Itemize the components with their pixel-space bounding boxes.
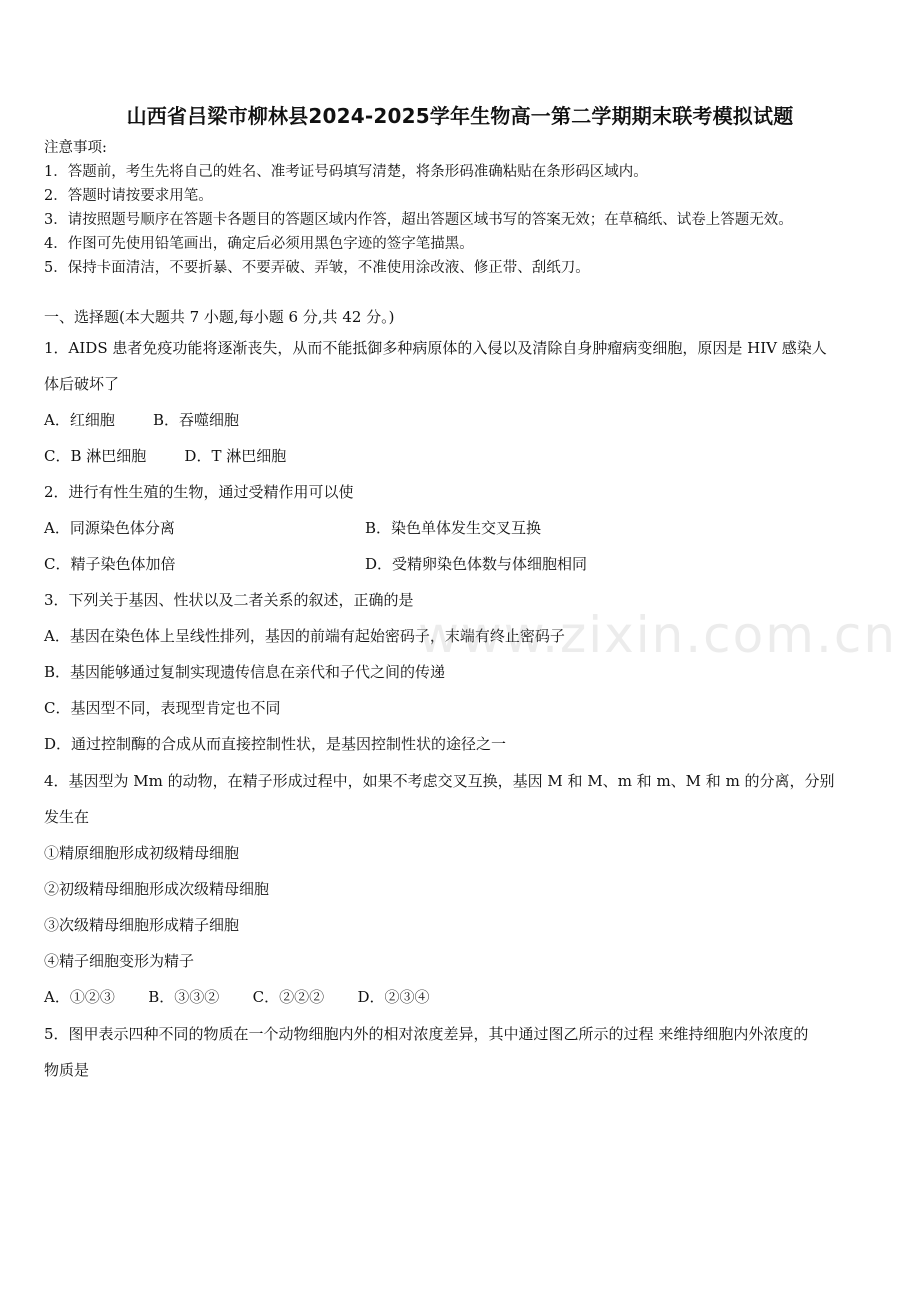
notice-item-1: 1．答题前，考生先将自己的姓名、准考证号码填写清楚，将条形码准确粘贴在条形码区域内。 (44, 164, 648, 180)
q3-option-c: C．基因型不同，表现型肯定也不同 (44, 699, 281, 717)
q3-option-b: B．基因能够通过复制实现遗传信息在亲代和子代之间的传递 (44, 663, 446, 681)
q4-statement-3: ③次级精母细胞形成精子细胞 (44, 916, 240, 934)
q2-option-d: D．受精卵染色体数与体细胞相同 (365, 555, 588, 573)
q1-options-ab: A．红细胞 B．吞噬细胞 (44, 411, 240, 429)
q3-option-d: D．通过控制酶的合成从而直接控制性状，是基因控制性状的途径之一 (44, 735, 507, 753)
q3-stem: 3．下列关于基因、性状以及二者关系的叙述，正确的是 (44, 591, 414, 609)
section-heading: 一、选择题(本大题共 7 小题,每小题 6 分,共 42 分。) (44, 308, 395, 326)
q3-option-a: A．基因在染色体上呈线性排列，基因的前端有起始密码子，末端有终止密码子 (44, 627, 565, 645)
notice-heading: 注意事项: (44, 140, 107, 156)
notice-item-3: 3．请按照题号顺序在答题卡各题目的答题区域内作答，超出答题区域书写的答案无效；在草稿纸、试卷上答题无效。 (44, 212, 793, 228)
q4-stem-line1: 4．基因型为 Mm 的动物，在精子形成过程中，如果不考虑交叉互换，基因 M 和 M、m 和 m、M 和 m 的分离，分别 (44, 772, 835, 790)
q1-stem-line1: 1．AIDS 患者免疫功能将逐渐丧失，从而不能抵御多种病原体的入侵以及清除自身肿瘤病变细胞，原因是 HIV 感染人 (44, 339, 827, 357)
q4-statement-4: ④精子细胞变形为精子 (44, 952, 195, 970)
watermark: www.zixin.com.cn (418, 606, 898, 664)
q2-option-b: B．染色单体发生交叉互换 (365, 519, 542, 537)
q4-stem-line2: 发生在 (44, 808, 90, 826)
q2-option-c: C．精子染色体加倍 (44, 555, 176, 573)
notice-item-4: 4．作图可先使用铅笔画出，确定后必须用黑色字迹的签字笔描黑。 (44, 236, 474, 252)
q5-stem-line1: 5．图甲表示四种不同的物质在一个动物细胞内外的相对浓度差异，其中通过图乙所示的过程 来维持细胞内外浓度的 (44, 1025, 809, 1043)
q4-options: A．①②③ B．③③② C．②②② D．②③④ (44, 988, 430, 1006)
q1-stem-line2: 体后破坏了 (44, 375, 120, 393)
q2-option-a: A．同源染色体分离 (44, 519, 175, 537)
q4-statement-2: ②初级精母细胞形成次级精母细胞 (44, 880, 270, 898)
q4-statement-1: ①精原细胞形成初级精母细胞 (44, 844, 240, 862)
notice-item-2: 2．答题时请按要求用笔。 (44, 188, 213, 204)
q5-stem-line2: 物质是 (44, 1061, 90, 1079)
q1-options-cd: C．B 淋巴细胞 D．T 淋巴细胞 (44, 447, 287, 465)
notice-item-5: 5．保持卡面清洁，不要折暴、不要弄破、弄皱，不准使用涂改液、修正带、刮纸刀。 (44, 260, 590, 276)
exam-title: 山西省吕梁市柳林县2024-2025学年生物高一第二学期期末联考模拟试题 (126, 104, 794, 128)
q2-stem: 2．进行有性生殖的生物，通过受精作用可以使 (44, 483, 354, 501)
